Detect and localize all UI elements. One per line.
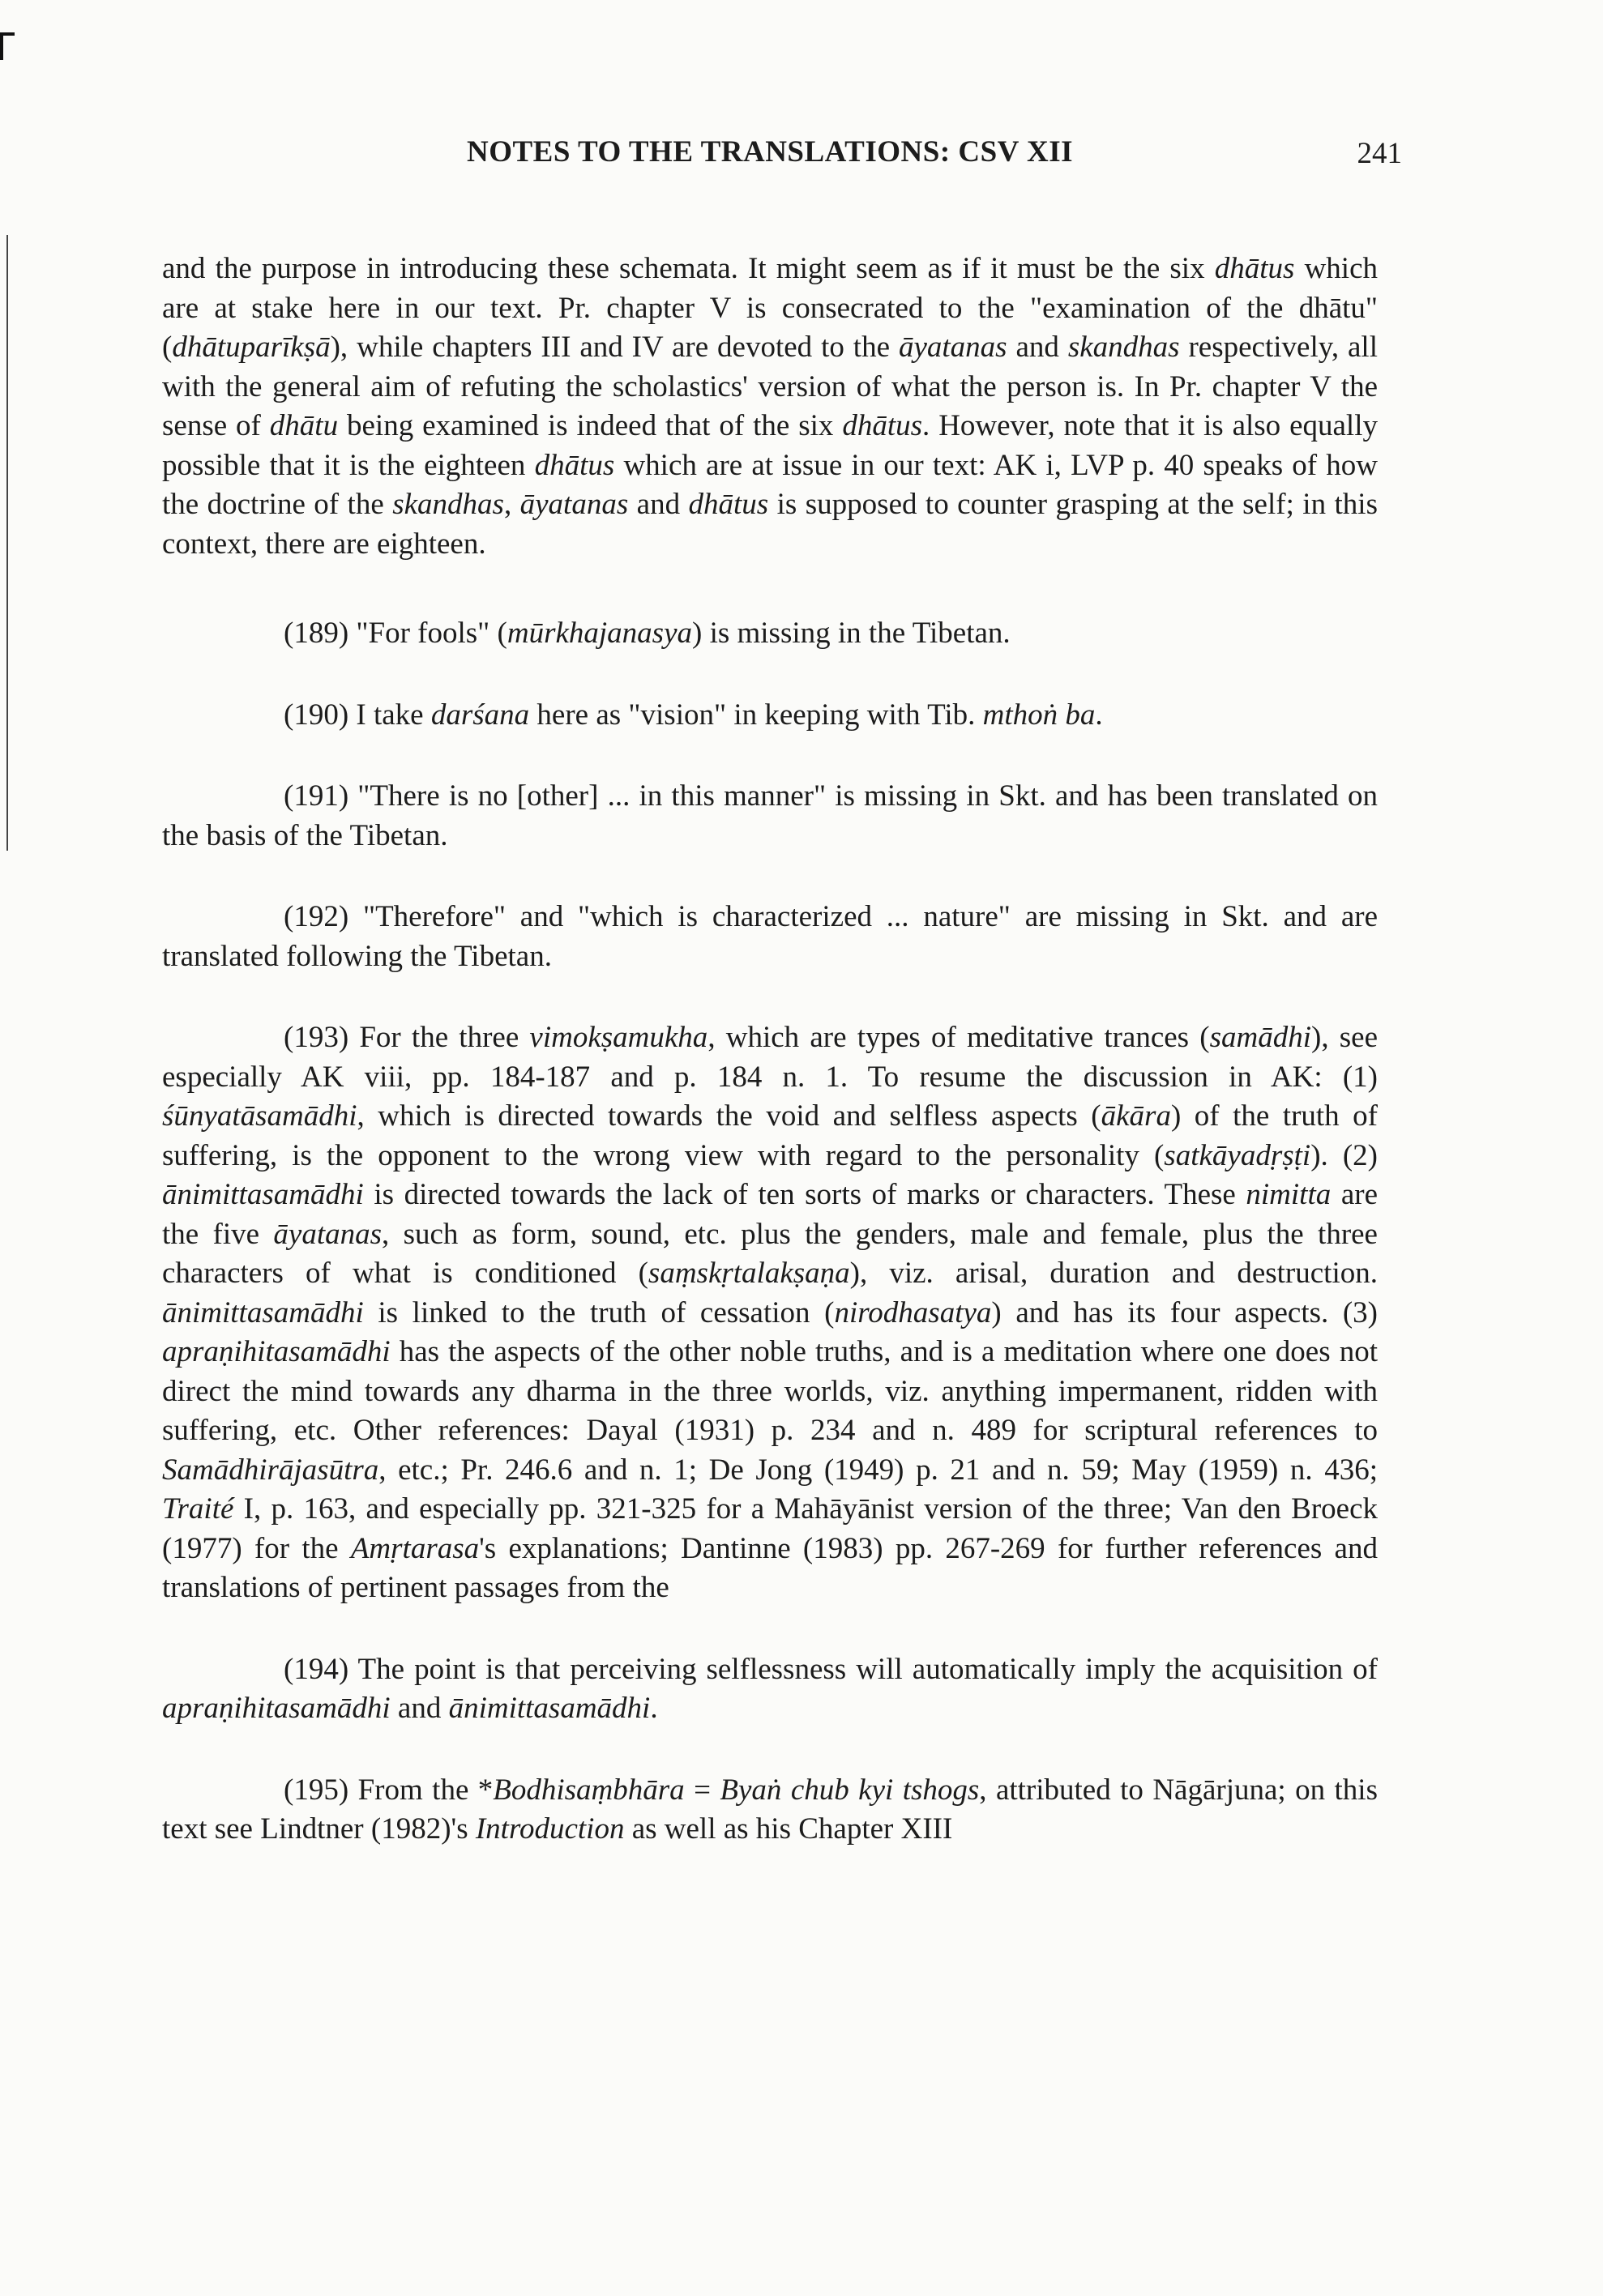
note-191: (191) "There is no [other] ... in this manner" is missing in Skt. and has been translated on the basis of the Tibetan. [162,779,1378,852]
note-190: (190) I take darśana here as "vision" in keeping with Tib. mthoṅ ba. [284,698,1103,732]
note-number: (192) [284,900,349,933]
note-193: (193) For the three vimokṣamukha, which are types of meditative trances (samādhi), see especially AK viii, pp. 184-187 and p. 184 n. 1. To resume the discussion in AK: (1) śūnyatāsamādhi, which is directed towards the void and selfless aspects (ākāra) of the truth of suffering, is the opponent to the wrong view with regard to the personality (satkāyadṛṣṭi). (2) ānimittasamādhi is directed towards the lack of ten sorts of marks or characters. These nimitta are the five āyatanas, such as form, sound, etc. plus the genders, male and female, plus the three characters of what is conditioned (saṃskṛtalakṣaṇa), viz. arisal, duration and destruction. ānimittasamādhi is linked to the truth of cessation (nirodhasatya) and has its four aspects. (3) apraṇihitasamādhi has the aspects of the other noble truths, and is a meditation where one does not direct the mind towards any dharma in the three worlds, viz. anything impermanent, ridden with suffering, etc. Other references: Dayal (1931) p. 234 and n. 489 for scriptural references to Samādhirājasūtra, etc.; Pr. 246.6 and n. 1; De Jong (1949) p. 21 and n. 59; May (1959) n. 436; Traité I, p. 163, and especially pp. 321-325 for a Mahāyānist version of the three; Van den Broeck (1977) for the Amṛtarasa's explanations; Dantinne (1983) pp. 267-269 for further references and translations of pertinent passages from the [162,1021,1379,1604]
note-number: (193) [284,1021,349,1054]
page-number: 241 [1357,137,1402,170]
continuation-paragraph: and the purpose in introducing these schemata. It might seem as if it must be the six dhātus which are at stake here in our text. Pr. chapter V is consecrated to the "examination of the dhātu" (dhātuparīkṣā), while chapters III and IV are devoted to the āyatanas and skandhas respectively, all with the general aim of refuting the scholastics' version of what the person is. In Pr. chapter V the sense of dhātu being examined is indeed that of the six dhātus. However, note that it is also equally possible that it is the eighteen dhātus which are at issue in our text: AK i, LVP p. 40 speaks of how the doctrine of the skandhas, āyatanas and dhātus is supposed to counter grasping at the self; in this context, there are eighteen. [162,252,1379,561]
note-number: (195) [284,1773,349,1807]
note-number: (194) [284,1652,349,1686]
scan-edge-line [6,235,8,851]
scan-corner-mark [0,32,15,60]
notes-body [162,250,1378,1892]
running-head: NOTES TO THE TRANSLATIONS: CSV XII [466,135,1074,169]
note-number: (190) [284,698,349,732]
note-195: (195) From the *Bodhisaṃbhāra = Byaṅ chub kyi tshogs, attributed to Nāgārjuna; on this text see Lindtner (1982)'s Introduction as well as his Chapter XIII [162,1773,1378,1846]
note-192: (192) "Therefore" and "which is characterized ... nature" are missing in Skt. and are translated following the Tibetan. [162,900,1378,973]
note-194: (194) The point is that perceiving selflessness will automatically imply the acquisition of apraṇihitasamādhi and ānimittasamādhi. [162,1652,1378,1725]
note-number: (189) [284,617,349,650]
note-189: (189) "For fools" (mūrkhajanasya) is missing in the Tibetan. [284,617,1011,650]
note-number: (191) [284,779,349,813]
